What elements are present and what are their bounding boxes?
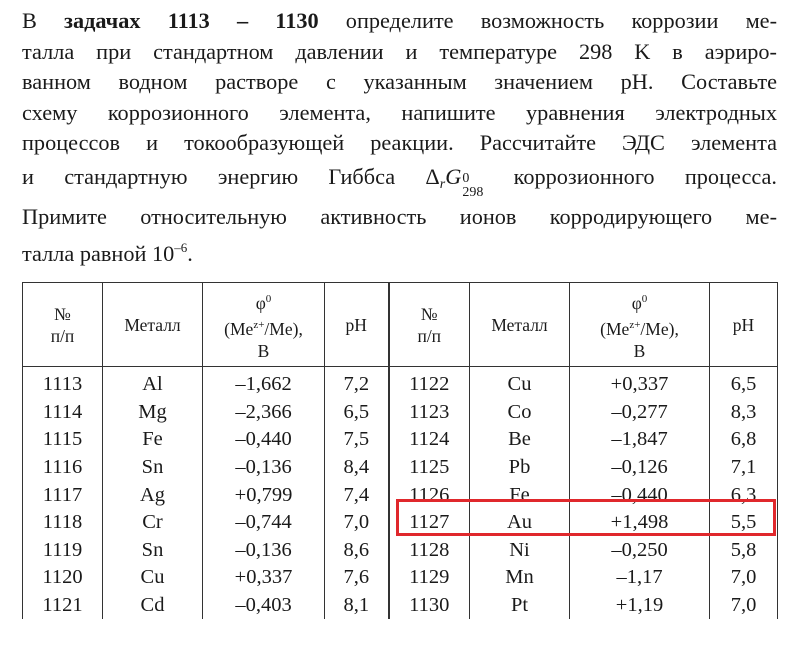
problem-range: задачах 1113 – 1130 [64,8,319,33]
table-row [23,537,778,565]
cell-metal: Sn [103,537,203,565]
cell-number: 1123 [389,399,470,427]
cell-metal: Pt [470,592,570,620]
cell-metal: Pb [470,454,570,482]
cell-potential: –0,136 [203,454,325,482]
table-row [23,592,778,620]
cell-potential: +0,337 [203,564,325,592]
header-ph: pH [325,283,389,367]
cell-metal: Sn [103,454,203,482]
text-line: Примите относительную активность ионов корродирующего ме- [22,204,777,229]
problem-statement [22,6,777,269]
cell-ph: 8,6 [325,537,389,565]
cell-metal: Fe [103,426,203,454]
cell-metal: Au [470,509,570,537]
cell-number: 1124 [389,426,470,454]
cell-potential: +1,19 [570,592,710,620]
cell-potential: –0,744 [203,509,325,537]
table-header-row [23,283,778,367]
cell-number: 1128 [389,537,470,565]
cell-metal: Ni [470,537,570,565]
text-line: В задачах 1113 – 1130 определите возможность коррозии ме- [22,8,777,33]
cell-ph: 7,1 [710,454,778,482]
cell-metal: Co [470,399,570,427]
cell-potential: +0,799 [203,481,325,509]
cell-metal: Cu [103,564,203,592]
cell-potential: –1,847 [570,426,710,454]
cell-potential: –0,440 [570,481,710,509]
cell-ph: 6,3 [710,481,778,509]
cell-ph: 5,8 [710,537,778,565]
table-row [23,509,778,537]
corrosion-data-table [22,282,778,619]
cell-potential: –0,277 [570,399,710,427]
cell-number: 1113 [23,367,103,399]
cell-ph: 8,1 [325,592,389,620]
cell-ph: 7,2 [325,367,389,399]
cell-metal: Ag [103,481,203,509]
cell-potential: +1,498 [570,509,710,537]
text-line: процессов и токообразующей реакции. Рассчитайте ЭДС элемента [22,130,777,155]
cell-ph: 7,0 [710,564,778,592]
table-row [23,399,778,427]
cell-metal: Mg [103,399,203,427]
cell-number: 1118 [23,509,103,537]
cell-number: 1122 [389,367,470,399]
cell-potential: –0,250 [570,537,710,565]
cell-number: 1126 [389,481,470,509]
cell-number: 1127 [389,509,470,537]
header-potential: $\varphi^0$ $(Me^{z+}/Me)$, B [570,283,710,367]
cell-potential: +0,337 [570,367,710,399]
cell-ph: 8,3 [710,399,778,427]
cell-number: 1129 [389,564,470,592]
cell-metal: Cr [103,509,203,537]
header-metal: Металл [103,283,203,367]
cell-ph: 7,6 [325,564,389,592]
cell-metal: Cd [103,592,203,620]
cell-potential: –2,366 [203,399,325,427]
cell-number: 1130 [389,592,470,620]
cell-metal: Fe [470,481,570,509]
cell-metal: Be [470,426,570,454]
cell-metal: Cu [470,367,570,399]
cell-ph: 7,0 [710,592,778,620]
cell-potential: –0,403 [203,592,325,620]
cell-number: 1119 [23,537,103,565]
cell-ph: 7,4 [325,481,389,509]
cell-potential: –1,662 [203,367,325,399]
table-row [23,426,778,454]
cell-ph: 5,5 [710,509,778,537]
gibbs-energy-symbol: $\Delta_rG$ 0 298 [425,163,484,200]
header-number: № п/п [389,283,470,367]
cell-metal: Mn [470,564,570,592]
header-ph: pH [710,283,778,367]
text-line: талла при стандартном давлении и температуре 298 K в аэриро- [22,38,777,64]
header-potential: $\varphi^0$ $(Me^{z+}/Me)$, B [203,283,325,367]
cell-ph: 8,4 [325,454,389,482]
cell-potential: –1,17 [570,564,710,592]
text-line: талла равной $10^{-6}$. [22,239,193,266]
cell-ph: 7,5 [325,426,389,454]
table-row [23,481,778,509]
text-line: ванном водном растворе с указанным значением pH. Составьте [22,69,777,94]
cell-number: 1121 [23,592,103,620]
cell-number: 1115 [23,426,103,454]
cell-ph: 7,0 [325,509,389,537]
text-line: и стандартную энергию Гиббса $\Delta_rG$ 0 298 коррозионного процесса. [22,163,777,200]
table-row [23,454,778,482]
cell-number: 1117 [23,481,103,509]
cell-potential: –0,440 [203,426,325,454]
cell-number: 1114 [23,399,103,427]
cell-ph: 6,5 [325,399,389,427]
cell-number: 1116 [23,454,103,482]
table-row [23,564,778,592]
cell-potential: –0,126 [570,454,710,482]
cell-ph: 6,5 [710,367,778,399]
cell-ph: 6,8 [710,426,778,454]
text-line: схему коррозионного элемента, напишите уравнения электродных [22,99,777,125]
header-number: № п/п [23,283,103,367]
cell-number: 1120 [23,564,103,592]
cell-potential: –0,136 [203,537,325,565]
table-row [23,367,778,399]
cell-metal: Al [103,367,203,399]
header-metal: Металл [470,283,570,367]
cell-number: 1125 [389,454,470,482]
